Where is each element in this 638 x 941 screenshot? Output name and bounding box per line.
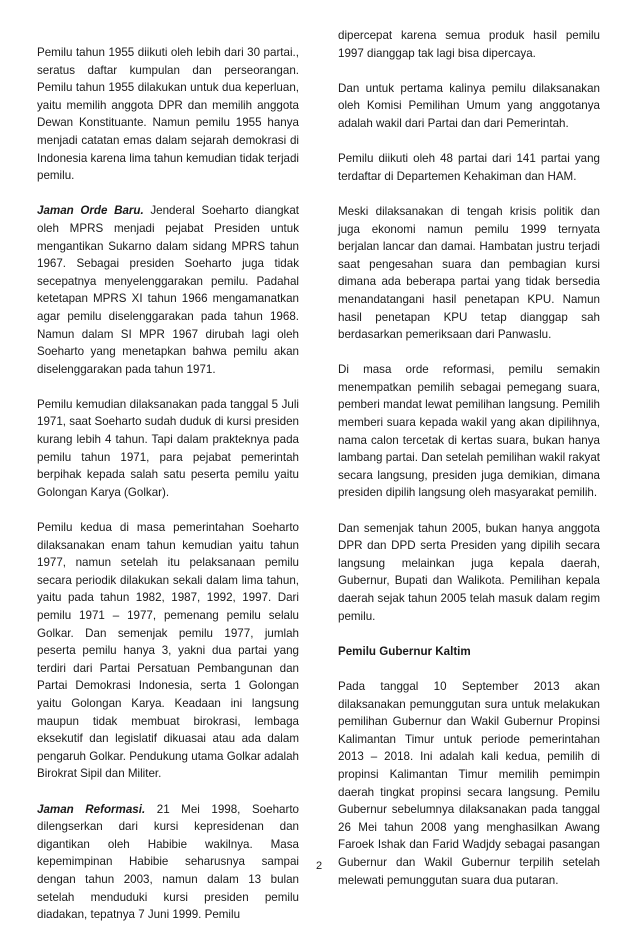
left-column [37,44,299,941]
paragraph-pemilu-1955: Pemilu tahun 1955 diikuti oleh lebih dari 30 partai., seratus daftar kumpulan dan perseorangan. Pemilu tahun 1955 dilakukan untuk dua keperluan, yaitu memilih anggota DPR dan memilih anggota Dewan Konstituante. Namun pemilu 1955 hanya menjadi catatan emas dalam sejarah demokrasi di Indonesia karena lima tahun kemudian tidak terjadi pemilu. [37,46,299,183]
paragraph-orde-baru-body: Jenderal Soeharto diangkat oleh MPRS menjadi pejabat Presiden untuk mengantikan Sukarno dalam sidang MPRS tahun 1967. Sebagai presiden Soeharto juga tidak secepatnya menyelenggarakan pemilu. Padahal ketetapan MPRS XI tahun 1966 mengamanatkan agar pemilu diselenggarakan pada tahun 1968. Namun dalam SI MPR 1967 dirubah lagi oleh Soeharto yang menetapkan bahwa pemilu akan diselenggarakan pada tahun 1971. [37,204,299,376]
section-heading-gubernur-kaltim: Pemilu Gubernur Kaltim [338,644,471,658]
paragraph-reformasi-body: 21 Mei 1998, Soeharto dilengserkan dari kursi kepresidenan dan digantikan oleh Habibie wakilnya. Masa kepemimpinan Habibie seharusnya sampai dengan tahun 2003, namun dalam 13 bulan setelah menduduki kursi presiden pemilu diadakan, tepatnya 7 Juni 1999. Pemilu [37,802,299,922]
section-lead-reformasi: Jaman Reformasi. [37,802,146,816]
paragraph-orde-reformasi: Di masa orde reformasi, pemilu semakin menempatkan pemilih sebagai pemegang suara, pemberi mandat lewat pemilihan langsung. Pemilih memberi suara kepada wakil yang akan dipilihnya, nama calon tercetak di kertas suara, bukan hanya lambang partai. Dan setelah pemilihan wakil rakyat secara langsung, presiden juga demikian, dimana presiden dipilih langsung oleh masyarakat pemilih. [338,363,600,500]
paragraph-kpu: Dan untuk pertama kalinya pemilu dilaksanakan oleh Komisi Pemilihan Umum yang anggotanya adalah wakil dari Partai dan dari Pemerintah. [338,81,600,130]
section-lead-orde-baru: Jaman Orde Baru. [37,204,144,218]
paragraph-pemilu-kedua: Pemilu kedua di masa pemerintahan Soeharto dilaksanakan enam tahun kemudian yaitu tahun 1977, namun setelah itu pelaksanaan pemilu secara periodik dilakukan sekali dalam lima tahun, yaitu pada tahun 1982, 1987, 1992, 1997. Dari pemilu 1971 – 1977, pemenang pemilu selalu Golkar. Dan semenjak pemilu 1977, jumlah peserta pemilu hanya 3, yakni dua partai yang terdiri dari Partai Persatuan Pembangunan dan Partai Demokrasi Indonesia, serta 1 Golongan yaitu Golongan Karya. Keadaan ini langsung maupun tidak membuat birokrasi, lembaga eksekutif dan legislatif dikuasai atau ada dalam pengaruh Golkar. Pendukung utama Golkar adalah Birokrat Sipil dan Militer. [37,521,299,781]
paragraph-orde-baru [37,202,299,378]
paragraph-pemilu-1971: Pemilu kemudian dilaksanakan pada tanggal 5 Juli 1971, saat Soeharto sudah duduk di kursi presiden kurang lebih 4 tahun. Tapi dalam prakteknya pada pemilu tahun 1971, para pejabat pemerintah berpihak kepada salah satu peserta pemilu yaitu Golongan Karya (Golkar). [37,397,299,499]
page-number: 2 [315,860,323,872]
paragraph-dipercepat: dipercepat karena semua produk hasil pemilu 1997 dianggap tak lagi bisa dipercaya. [338,29,600,60]
paragraph-krisis: Meski dilaksanakan di tengah krisis politik dan juga ekonomi namun pemilu 1999 ternyata berjalan lancar dan damai. Hambatan justru terjadi saat pengesahan suara dan pembagian kursi dimana ada beberapa partai yang tidak bersedia menandatangani hasil penetapan KPU. Namun hasil penetapan KPU tetap dianggap sah berdasarkan pemeriksaan dari Panwaslu. [338,204,600,342]
right-column [338,27,600,907]
paragraph-48-partai: Pemilu diikuti oleh 48 partai dari 141 partai yang terdaftar di Departemen Kehakiman dan HAM. [338,152,600,183]
paragraph-sejak-2005: Dan semenjak tahun 2005, bukan hanya anggota DPR dan DPD serta Presiden yang dipilih secara langsung melainkan juga kepala daerah, Gubernur, Bupati dan Walikota. Pemilihan kepala daerah sejak tahun 2005 telah masuk dalam regim pemilu. [338,521,600,623]
paragraph-pemilu-kaltim: Pada tanggal 10 September 2013 akan dilaksanakan pemunggutan sura untuk melakukan pemilihan Gubernur dan Wakil Gubernur Propinsi Kalimantan Timur untuk periode pemerintahan 2013 – 2018. Ini adalah kali kedua, pemilih di propinsi Kalimantan Timur memilih pemimpin daerah tingkat propinsi secara langsung. Pemilu Gubernur sebelumnya dilaksanakan pada tanggal 26 Mei tahun 2008 yang menghasilkan Awang Faroek Ishak dan Farid Wadjdy sebagai pasangan Gubernur dan Wakil Gubernur terpilih setelah melewati pemunggutan suara dua putaran. [338,679,600,887]
